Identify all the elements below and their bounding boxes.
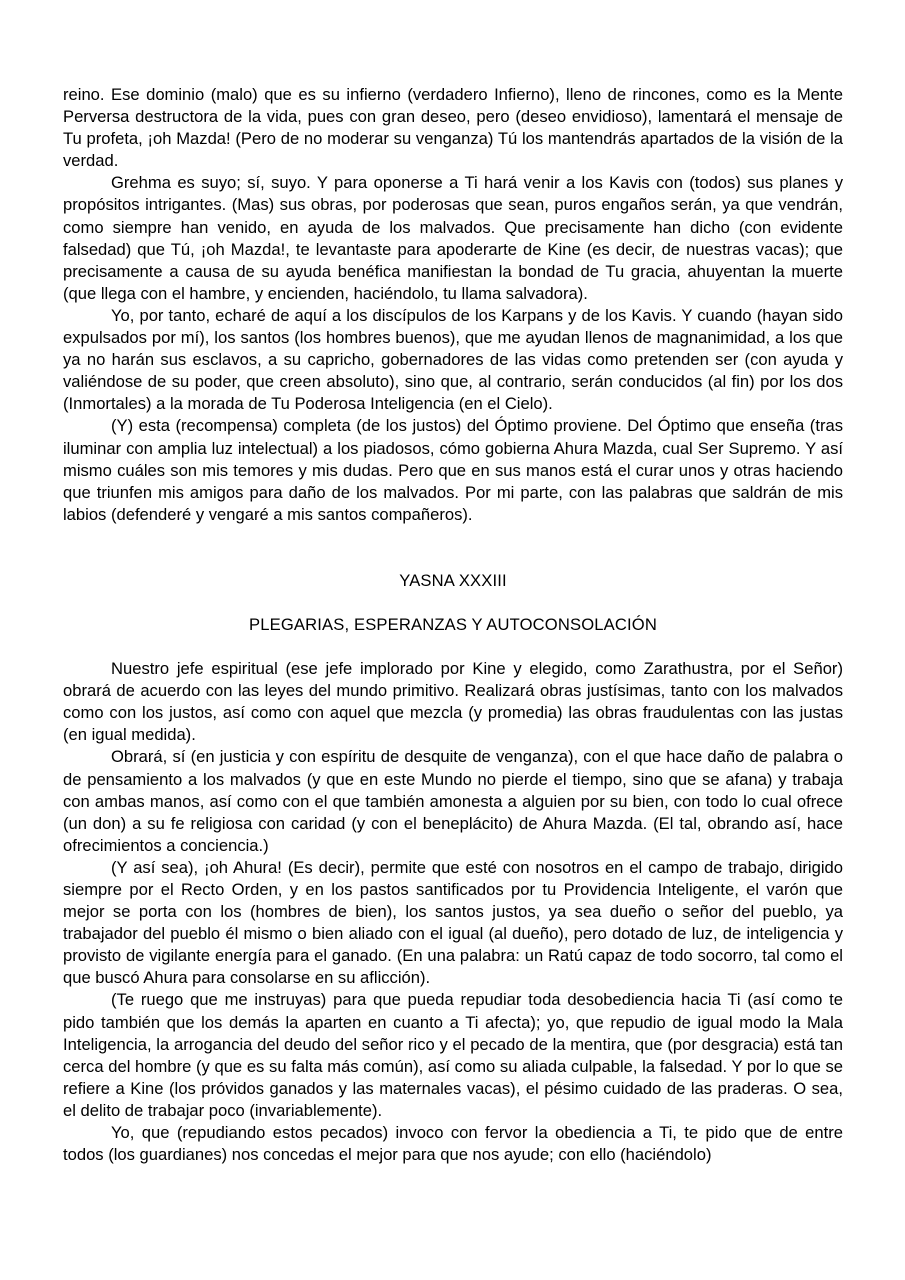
paragraph-optimo: (Y) esta (recompensa) completa (de los justos) del Óptimo proviene. Del Óptimo que enseña (tras iluminar con amplia luz intelectual) a los piadosos, cómo gobierna Ahura Mazda, cual Ser Supremo. Y así mismo cuáles son mis temores y mis dudas. Pero que en sus manos está el curar unos y otras haciendo que triunfen mis amigos para daño de los malvados. Por mi parte, con las palabras que saldrán de mis labios (defenderé y vengaré a mis santos compañeros).	[63, 416, 843, 524]
paragraph-jefe-espiritual: Nuestro jefe espiritual (ese jefe implorado por Kine y elegido, como Zarathustra, por el Señor) obrará de acuerdo con las leyes del mundo primitivo. Realizará obras justísimas, tanto con los malvados como con los justos, así como con aquel que mezcla (y promedia) las obras fraudulentas con las justas (en igual medida).	[63, 659, 843, 745]
section-subtitle: PLEGARIAS, ESPERANZAS Y AUTOCONSOLACIÓN	[249, 614, 657, 634]
paragraph-continuation: reino. Ese dominio (malo) que es su infierno (verdadero Infierno), lleno de rincones, como es la Mente Perversa destructora de la vida, pues con gran deseo, pero (deseo envidioso), lamentará el mensaje de Tu profeta, ¡oh Mazda! (Pero de no moderar su venganza) Tú los mantendrás apartados de la visión de la verdad.	[63, 85, 843, 171]
paragraph-obrara: Obrará, sí (en justicia y con espíritu de desquite de venganza), con el que hace daño de palabra o de pensamiento a los malvados (y que en este Mundo no pierde el tiempo, sino que se afana) y trabaja con ambas manos, así como con el que también amonesta a alguien por su bien, con todo lo cual ofrece (un don) a su fe religiosa con caridad (y con el beneplácito) de Ahura Mazda. (El tal, obrando así, hace ofrecimientos a conciencia.)	[63, 747, 843, 855]
paragraph-karpans: Yo, por tanto, echaré de aquí a los discípulos de los Karpans y de los Kavis. Y cuando (hayan sido expulsados por mí), los santos (los hombres buenos), que me ayudan llenos de magnanimidad, a los que ya no harán sus esclavos, a su capricho, gobernadores de las vidas como pretenden ser (con ayuda y valiéndose de su poder, que creen absoluto), sino que, al contrario, serán conducidos (al fin) por los dos (Inmortales) a la morada de Tu Poderosa Inteligencia (en el Cielo).	[63, 305, 843, 414]
paragraph-asi-sea: (Y así sea), ¡oh Ahura! (Es decir), permite que esté con nosotros en el campo de trabajo, dirigido siempre por el Recto Orden, y en los pastos santificados por tu Providencia Inteligente, el varón que mejor se porta con los (hombres de bien), los santos justos, ya sea dueño o señor del pueblo, ya trabajador del pueblo él mismo o bien aliado con el igual (al dueño), pero dotado de luz, de inteligencia y provisto de vigilante energía para el ganado. (En una palabra: un Ratú capaz de todo socorro, tal como el que buscó Ahura para consolarse en su aflicción).	[63, 857, 843, 988]
spacer-before-section-title	[63, 526, 843, 570]
page-text-column	[63, 84, 843, 1166]
paragraph-grehma: Grehma es suyo; sí, suyo. Y para oponerse a Ti hará venir a los Kavis con (todos) sus planes y propósitos intrigantes. (Mas) sus obras, por poderosas que sean, puros engaños serán, ya que vendrán, como siempre han venido, en ayuda de los malvados. Que precisamente han dicho (con evidente falsedad) que Tú, ¡oh Mazda!, te levantaste para apoderarte de Kine (es decir, de nuestras vacas); que precisamente a causa de su ayuda benéfica manifiestan la bondad de Tu gracia, ahuyentan la muerte (que llega con el hambre, y encienden, haciéndolo, tu llama salvadora).	[63, 173, 843, 303]
paragraph-te-ruego: (Te ruego que me instruyas) para que pueda repudiar toda desobediencia hacia Ti (así como te pido también que los demás la aparten en cuanto a Ti afecta); yo, que repudio de igual modo la Mala Inteligencia, la arrogancia del deudo del señor rico y el pecado de la mentira, que (por desgracia) está tan cerca del hombre (y que es su falta más común), así como su aliada culpable, la falsedad. Y por lo que se refiere a Kine (los próvidos ganados y las maternales vacas), el pésimo cuidado de las praderas. O sea, el delito de trabajar poco (invariablemente).	[63, 990, 843, 1120]
paragraph-repudiando: Yo, que (repudiando estos pecados) invoco con fervor la obediencia a Ti, te pido que de entre todos (los guardianes) nos concedas el mejor para que nos ayude; con ello (haciéndolo)	[63, 1123, 843, 1165]
spacer-between-headings	[63, 592, 843, 614]
spacer-after-section-subtitle	[63, 636, 843, 658]
section-title: YASNA XXXIII	[399, 570, 507, 590]
